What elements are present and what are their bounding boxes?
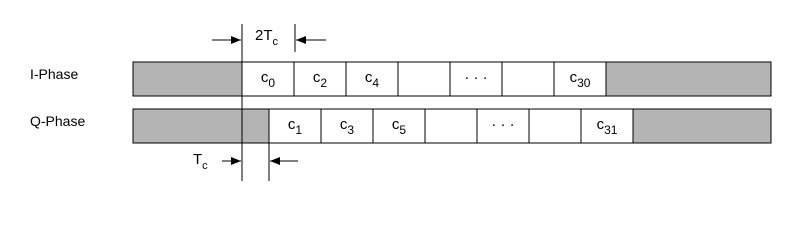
- i-phase-chip-label: [464, 69, 487, 86]
- chip-label-base: · · ·: [491, 116, 515, 133]
- chip-label-sub: 5: [399, 123, 407, 137]
- chip-label-sub: 30: [577, 76, 591, 90]
- i-phase-guard-left: [133, 62, 242, 96]
- chip-label-base: c: [569, 69, 578, 86]
- chip-label-sub: 4: [372, 76, 380, 90]
- chip-label-sub: 0: [268, 76, 276, 90]
- q-phase-chip-cell: [425, 109, 477, 143]
- q-phase-chip-cell: [529, 109, 581, 143]
- chip-label-base: c: [260, 69, 269, 86]
- chip-label-sub: 2: [320, 76, 328, 90]
- chip-label-base: · · ·: [464, 69, 488, 86]
- q-phase-guard-right: [633, 109, 771, 143]
- i-phase-guard-right: [606, 62, 771, 96]
- top-annotation-sub: c: [272, 36, 279, 48]
- chip-label-base: c: [364, 69, 373, 86]
- chip-label-base: c: [339, 116, 348, 133]
- i-phase-chip-cell: [502, 62, 554, 96]
- chip-label-sub: 1: [295, 123, 303, 137]
- chip-label-sub: 3: [347, 123, 355, 137]
- rows-layer: [133, 62, 771, 143]
- bottom-annotation-base: T: [193, 151, 203, 168]
- row-label-q-phase: Q-Phase: [30, 113, 86, 129]
- i-phase-chip-cell: [398, 62, 450, 96]
- bottom-annotation: [193, 151, 208, 172]
- top-annotation-base: 2T: [255, 27, 273, 44]
- bottom-annotation-sub: c: [202, 160, 208, 172]
- chip-label-base: c: [391, 116, 400, 133]
- q-phase-chip-label: [491, 116, 514, 133]
- row-label-i-phase: I-Phase: [30, 66, 79, 82]
- chip-label-base: c: [312, 69, 321, 86]
- top-annotation: [255, 27, 279, 48]
- chip-label-base: c: [596, 116, 605, 133]
- chip-label-base: c: [287, 116, 296, 133]
- q-phase-guard-left: [133, 109, 269, 143]
- chip-label-sub: 31: [604, 123, 618, 137]
